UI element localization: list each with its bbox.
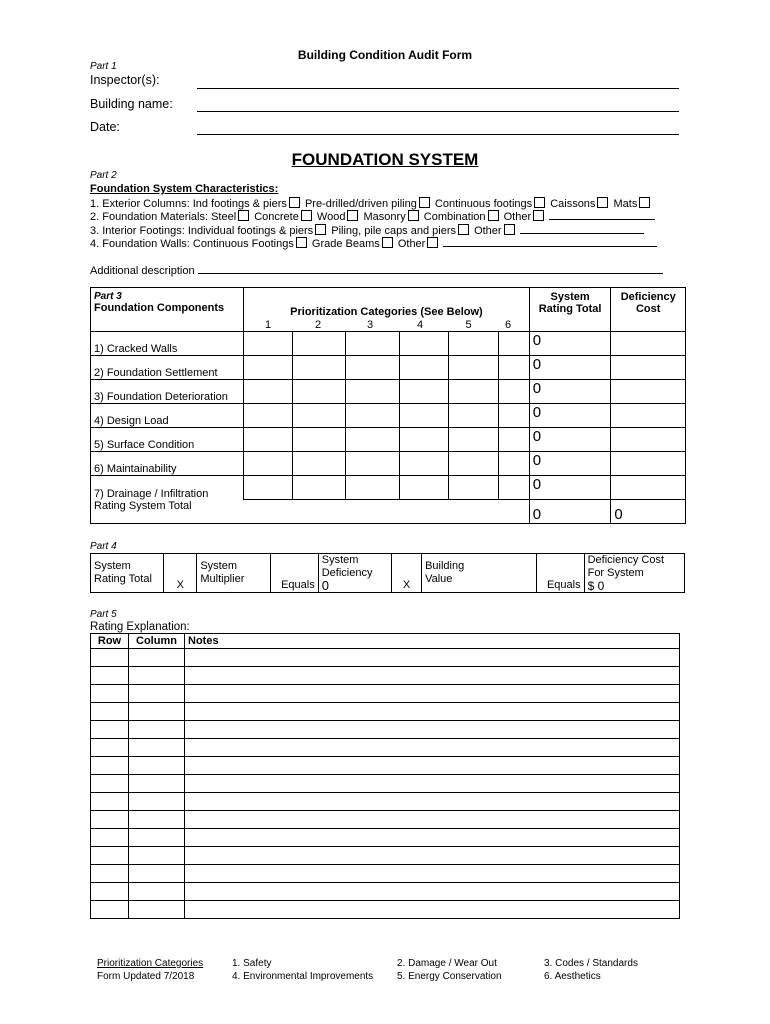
label-line: System [321,554,359,566]
deficiency-cost-header [611,288,686,332]
concrete-checkbox[interactable] [301,210,312,221]
ind-footings-checkbox[interactable] [289,197,300,208]
label-line: System [200,560,238,572]
notes-row [91,721,680,739]
notes-row [91,811,680,829]
materials-label: 2. Foundation Materials: Steel [90,211,237,223]
mats-checkbox[interactable] [639,197,650,208]
component-name: 3) Foundation Deterioration [91,380,244,404]
component-name: 2) Foundation Settlement [91,356,244,380]
row-cell[interactable] [91,721,129,739]
deficiency-cost-cell[interactable] [611,332,686,356]
notes-cell[interactable] [185,883,680,901]
pile-caps-checkbox[interactable] [458,224,469,235]
rating-cell[interactable] [293,476,346,500]
grade-beams-label: Grade Beams [311,238,380,250]
notes-cell[interactable] [185,865,680,883]
category-environmental: 4. Environmental Improvements [232,970,374,982]
column-cell[interactable] [129,757,185,775]
notes-row [91,703,680,721]
rating-cell[interactable] [346,428,399,452]
table-row [91,404,686,428]
building-value-label [422,554,537,593]
table-row [91,356,686,380]
column-cell[interactable] [129,775,185,793]
rating-cell[interactable] [399,380,448,404]
column-cell[interactable] [129,847,185,865]
calc-row [91,554,685,593]
grade-beams-checkbox[interactable] [382,237,393,248]
piling-checkbox[interactable] [419,197,430,208]
deficiency-cost-value: $ 0 [587,579,605,593]
row-cell[interactable] [91,739,129,757]
notes-cell[interactable] [185,811,680,829]
category-number: 1 [265,319,272,331]
label-line: Value [425,573,453,585]
column-cell[interactable] [129,901,185,919]
rating-cell[interactable] [244,356,293,380]
equals-sign: Equals [270,554,318,593]
interior-footings-line [90,224,644,237]
category-aesthetics: 6. Aesthetics [544,970,601,982]
rating-cell[interactable] [399,476,448,500]
form-title: Building Condition Audit Form [297,48,473,62]
rating-cell[interactable] [293,332,346,356]
deficiency-cost-cell[interactable] [611,356,686,380]
component-name: 5) Surface Condition [91,428,244,452]
notes-header-row [91,634,680,649]
row-cell[interactable] [91,649,129,667]
rating-cell[interactable] [499,356,530,380]
deficiency-header-line2: Cost [635,303,661,315]
row-cell[interactable] [91,883,129,901]
label-line: Rating Total [94,573,152,585]
notes-cell[interactable] [185,685,680,703]
piling-label: Pre-drilled/driven piling [304,198,417,210]
system-deficiency-value: 0 [321,578,329,593]
part2-label: Part 2 [90,170,117,181]
materials-line [90,210,655,223]
additional-description-field[interactable] [198,264,663,274]
rating-cell[interactable] [346,476,399,500]
rating-header-line2: Rating Total [538,303,602,315]
caissons-label: Caissons [550,198,596,210]
table-row [91,452,686,476]
label-line: Multiplier [200,573,245,585]
category-damage: 2. Damage / Wear Out [397,958,497,969]
components-header [91,288,244,332]
column-cell[interactable] [129,883,185,901]
rating-cell[interactable] [293,428,346,452]
multiply-sign: X [391,554,421,593]
category-codes: 3. Codes / Standards [544,958,638,969]
additional-description-line [90,264,663,277]
rating-cell[interactable] [499,404,530,428]
label-line: For System [587,567,644,579]
notes-row [91,901,680,919]
rating-cell[interactable] [244,380,293,404]
categories-header-label: Prioritization Categories (See Below) [290,306,483,318]
row-cell[interactable] [91,901,129,919]
rating-cell[interactable] [293,356,346,380]
rating-cell[interactable] [448,356,498,380]
continuous-footings-label: Continuous footings [434,198,533,210]
rating-header-line1: System [550,291,590,303]
equals-sign: Equals [537,554,584,593]
notes-row [91,793,680,811]
deficiency-cost-cell[interactable] [611,428,686,452]
interior-other-label: Other [474,225,502,237]
interior-footings-label: 3. Interior Footings: Individual footings & piers [90,225,314,237]
notes-cell[interactable] [185,901,680,919]
wood-checkbox[interactable] [347,210,358,221]
column-cell[interactable] [129,649,185,667]
interior-other-field[interactable] [520,224,644,234]
notes-row [91,775,680,793]
notes-row [91,757,680,775]
section-title: FOUNDATION SYSTEM [291,150,479,169]
building-name-label: Building name: [90,97,173,111]
notes-row [91,739,680,757]
system-rating-value: 0 [529,428,611,452]
rating-cell[interactable] [244,452,293,476]
materials-other-label: Other [503,211,532,223]
rating-cell[interactable] [448,404,498,428]
inspector-label: Inspector(s): [90,73,160,87]
rating-cell[interactable] [499,452,530,476]
rating-cell[interactable] [293,452,346,476]
concrete-label: Concrete [254,211,299,223]
rating-cell[interactable] [399,356,448,380]
rating-cell[interactable] [346,452,399,476]
individual-footings-checkbox[interactable] [315,224,326,235]
deficiency-cost-cell[interactable] [611,404,686,428]
rating-cell[interactable] [346,332,399,356]
rating-cell[interactable] [346,356,399,380]
rating-cell[interactable] [448,476,498,500]
date-field[interactable] [197,134,679,135]
notes-cell[interactable] [185,703,680,721]
notes-cell[interactable] [185,739,680,757]
category-number: 2 [315,319,322,331]
total-row [91,500,686,524]
notes-row [91,865,680,883]
row-cell[interactable] [91,685,129,703]
column-cell[interactable] [129,721,185,739]
deficiency-cost-cell[interactable] [611,380,686,404]
building-name-field[interactable] [197,111,679,112]
notes-row [91,649,680,667]
rating-cell[interactable] [346,404,399,428]
characteristics-title: Foundation System Characteristics: [90,183,279,195]
footer-col-2 [397,958,502,983]
category-number: 3 [367,319,374,331]
category-number-row [244,319,529,331]
categories-header [244,288,530,332]
system-rating-value: 0 [529,380,611,404]
table-row [91,428,686,452]
caissons-checkbox[interactable] [597,197,608,208]
notes-cell[interactable] [185,829,680,847]
walls-other-field[interactable] [443,237,657,247]
category-safety: 1. Safety [232,958,272,969]
notes-cell[interactable] [185,847,680,865]
steel-checkbox[interactable] [238,210,249,221]
component-name: 7) Drainage / Infiltration [91,476,244,500]
label-line: Deficiency Cost [587,554,665,566]
system-multiplier-label [197,554,270,593]
rating-cell[interactable] [399,428,448,452]
notes-row [91,847,680,865]
rating-cell[interactable] [293,380,346,404]
rating-cell[interactable] [448,380,498,404]
mats-label: Mats [613,198,638,210]
multiply-sign: X [164,554,197,593]
components-table [90,287,686,524]
footer-updated: Form Updated 7/2018 [97,970,195,982]
system-rating-value: 0 [529,404,611,428]
notes-cell[interactable] [185,649,680,667]
table-row [91,476,686,500]
footer-col-1 [232,958,373,983]
inspector-field[interactable] [197,88,679,89]
components-header-label: Foundation Components [94,302,225,314]
components-header-row [91,288,686,332]
category-number: 5 [465,319,472,331]
label-line: Building [425,560,465,572]
notes-cell[interactable] [185,667,680,685]
deficiency-calc-table [90,553,685,593]
column-cell[interactable] [129,667,185,685]
column-cell[interactable] [129,739,185,757]
component-name: 1) Cracked Walls [91,332,244,356]
rating-cell[interactable] [448,452,498,476]
label-line: Deficiency [321,567,373,579]
rating-cell[interactable] [244,476,293,500]
notes-row [91,829,680,847]
walls-other-label: Other [397,238,426,250]
deficiency-cost-cell[interactable] [611,452,686,476]
notes-cell[interactable] [185,757,680,775]
rating-explanation-label: Rating Explanation: [90,621,190,633]
row-cell[interactable] [91,757,129,775]
pile-caps-label: Piling, pile caps and piers [331,225,456,237]
notes-cell[interactable] [185,775,680,793]
part3-label: Part 3 [94,291,122,302]
rating-cell[interactable] [399,332,448,356]
table-row [91,380,686,404]
continuous-walls-checkbox[interactable] [296,237,307,248]
row-cell[interactable] [91,829,129,847]
rating-cell[interactable] [244,428,293,452]
row-cell[interactable] [91,811,129,829]
deficiency-cost-total-value: 0 [611,500,686,524]
notes-table [90,633,680,919]
part5-label: Part 5 [90,609,117,620]
column-cell[interactable] [129,685,185,703]
walls-other-checkbox[interactable] [427,237,438,248]
table-row [91,332,686,356]
component-name: 4) Design Load [91,404,244,428]
notes-row [91,685,680,703]
rating-cell[interactable] [244,404,293,428]
footer-categories-title: Prioritization Categories [97,958,204,969]
system-rating-value: 0 [529,452,611,476]
row-cell[interactable] [91,667,129,685]
rating-cell[interactable] [244,332,293,356]
date-label: Date: [90,120,120,134]
deficiency-cost-cell[interactable] [611,476,686,500]
deficiency-header-line1: Deficiency [620,291,676,303]
system-rating-total-label [91,554,164,593]
category-number: 6 [505,319,512,331]
part1-label: Part 1 [90,61,117,72]
row-cell[interactable] [91,847,129,865]
notes-cell[interactable] [185,793,680,811]
label-line: System [94,560,131,572]
part4-label: Part 4 [90,541,117,552]
walls-line [90,237,657,250]
column-cell[interactable] [129,703,185,721]
wood-label: Wood [316,211,346,223]
system-rating-value: 0 [529,476,611,500]
column-cell[interactable] [129,865,185,883]
continuous-footings-checkbox[interactable] [534,197,545,208]
rating-cell[interactable] [499,380,530,404]
notes-row [91,883,680,901]
materials-other-field[interactable] [549,210,655,220]
rating-cell[interactable] [346,380,399,404]
component-name: 6) Maintainability [91,452,244,476]
system-deficiency-label [318,554,391,593]
system-rating-value: 0 [529,332,611,356]
exterior-columns-label: 1. Exterior Columns: Ind footings & piers [90,198,287,210]
column-cell[interactable] [129,793,185,811]
rating-cell[interactable] [399,452,448,476]
masonry-checkbox[interactable] [408,210,419,221]
row-cell[interactable] [91,703,129,721]
exterior-columns-line [90,197,652,210]
footer-col-3 [544,958,638,983]
rating-system-total-value: 0 [529,500,611,524]
column-cell[interactable] [129,829,185,847]
column-cell[interactable] [129,811,185,829]
rating-cell[interactable] [293,404,346,428]
materials-other-checkbox[interactable] [533,210,544,221]
category-energy: 5. Energy Conservation [397,970,502,982]
row-cell[interactable] [91,865,129,883]
footer-categories [97,958,203,983]
rating-cell[interactable] [499,476,530,500]
row-cell[interactable] [91,793,129,811]
notes-header: Notes [185,634,680,649]
combination-checkbox[interactable] [488,210,499,221]
masonry-label: Masonry [363,211,406,223]
combination-label: Combination [423,211,486,223]
notes-row [91,667,680,685]
notes-cell[interactable] [185,721,680,739]
rating-cell[interactable] [448,332,498,356]
rating-cell[interactable] [399,404,448,428]
interior-other-checkbox[interactable] [504,224,515,235]
rating-cell[interactable] [499,428,530,452]
row-cell[interactable] [91,775,129,793]
category-number: 4 [417,319,424,331]
walls-label: 4. Foundation Walls: Continuous Footings [90,238,294,250]
deficiency-cost-for-system [584,554,684,593]
system-rating-value: 0 [529,356,611,380]
rating-total-header [529,288,611,332]
additional-description-label: Additional description [90,265,195,277]
rating-cell[interactable] [448,428,498,452]
column-header: Column [129,634,185,649]
row-header: Row [91,634,129,649]
rating-system-total-label: Rating System Total [91,500,530,524]
rating-cell[interactable] [499,332,530,356]
